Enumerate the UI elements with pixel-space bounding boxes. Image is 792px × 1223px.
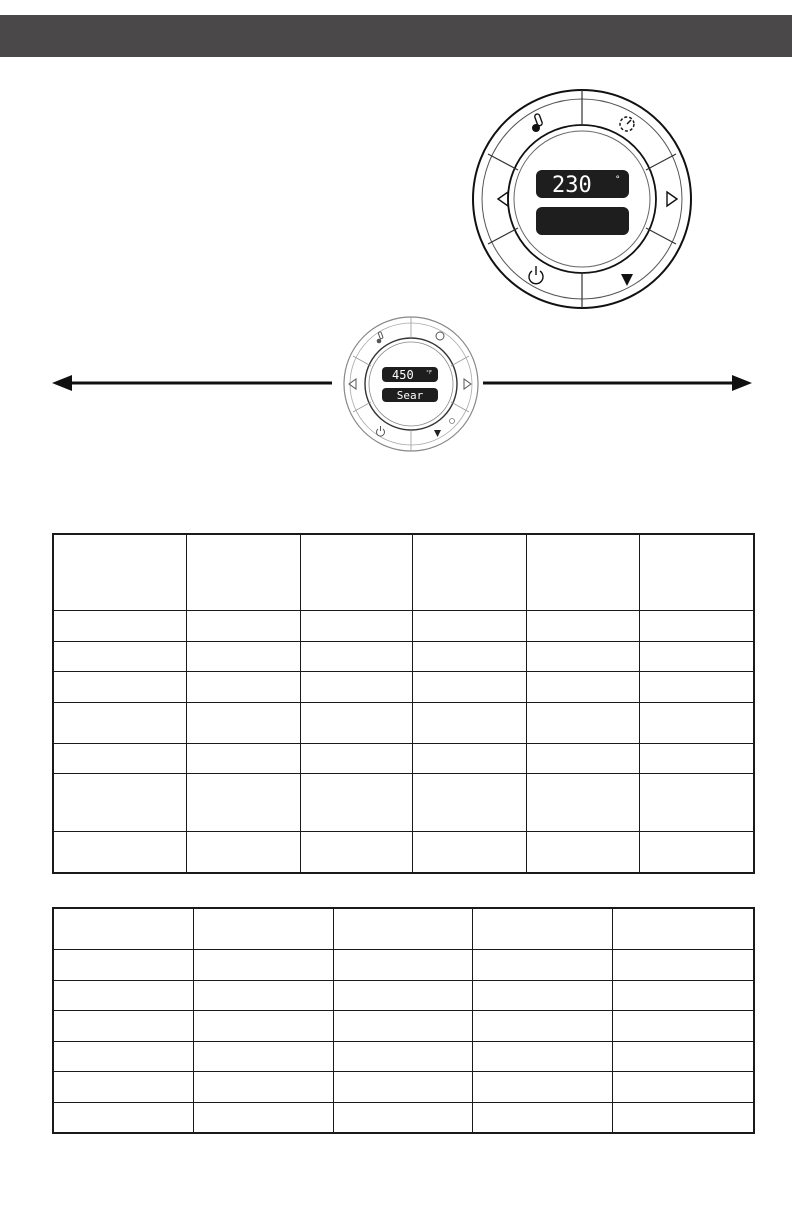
table-cell [527,671,640,702]
table-row [53,610,754,641]
table-cell [612,1102,754,1133]
left-arrow-head [52,375,72,391]
table-cell [194,1010,334,1041]
table-cell [413,702,527,743]
table-cell [53,773,187,831]
table-row [53,671,754,702]
table-cell [333,980,473,1010]
table-cell [527,610,640,641]
table-cell [300,671,413,702]
table-cell [639,773,754,831]
table-cell [612,980,754,1010]
table-cell [300,743,413,773]
table-cell [473,980,613,1010]
table-cell [612,1071,754,1102]
table-cell [473,1010,613,1041]
table-row [53,949,754,980]
table-cell [639,831,754,873]
table-cell [53,610,187,641]
table-header-cell [300,534,413,610]
table-header-cell [194,908,334,949]
table-cell [413,773,527,831]
table-row [53,702,754,743]
table-row [53,1041,754,1071]
table-cell [639,702,754,743]
table-row [53,908,754,949]
table-cell [333,1102,473,1133]
table-cell [194,1041,334,1071]
table-header-cell [53,534,187,610]
table-cell [187,743,301,773]
small-temp-readout: 450 [392,368,414,382]
degree-mark: ° [615,175,621,185]
table-cell [194,1102,334,1133]
table-cell [194,1071,334,1102]
table-cell [473,1041,613,1071]
table-cell [333,1071,473,1102]
table-row [53,743,754,773]
header-bar [0,15,792,57]
table-row [53,1102,754,1133]
table-cell [413,831,527,873]
table-row [53,773,754,831]
table-cell [612,1010,754,1041]
table-cell [53,1010,194,1041]
control-dial-large [472,84,692,314]
table-cell [187,610,301,641]
table-header-cell [473,908,613,949]
table-cell [53,641,187,671]
table-cell [187,773,301,831]
table-header-cell [413,534,527,610]
table-row [53,534,754,610]
table-cell [612,949,754,980]
table-cell [639,743,754,773]
table-cell [187,831,301,873]
table-cell [187,641,301,671]
table-cell [194,980,334,1010]
table-cell [612,1041,754,1071]
table-cell [53,980,194,1010]
table-cell [473,949,613,980]
table-cell [639,610,754,641]
table-cell [187,671,301,702]
table-cell [333,1010,473,1041]
table-row [53,641,754,671]
right-arrow-head [732,375,752,391]
table-cell [53,1102,194,1133]
table-row [53,1071,754,1102]
table-cell [413,743,527,773]
table-cell [194,949,334,980]
table-row [53,831,754,873]
table-header-cell [53,908,194,949]
table-cell [53,949,194,980]
control-dial-small [336,314,486,454]
table-cell [53,743,187,773]
table-cell [527,702,640,743]
table-cell [527,773,640,831]
table-header-cell [639,534,754,610]
small-unit-mark: °F [426,370,433,376]
table-cell [300,641,413,671]
table-cell [300,702,413,743]
table-cell [413,671,527,702]
table-cell [473,1071,613,1102]
table-header-cell [187,534,301,610]
temp-readout: 230 [552,173,592,198]
table-cell [333,949,473,980]
table-cell [300,831,413,873]
table-cell [527,831,640,873]
table-cell [527,743,640,773]
table-cell [53,671,187,702]
table-cell [413,610,527,641]
table-cell [187,702,301,743]
table-cell [53,831,187,873]
table-cell [413,641,527,671]
settings-table [52,533,755,874]
table-header-cell [333,908,473,949]
table-header-cell [612,908,754,949]
table-cell [639,641,754,671]
table-cell [333,1041,473,1071]
table-cell [53,702,187,743]
secondary-table [52,907,755,1134]
table-row [53,980,754,1010]
table-cell [53,1041,194,1071]
table-cell [639,671,754,702]
table-header-cell [527,534,640,610]
table-cell [300,773,413,831]
table-cell [300,610,413,641]
table-row [53,1010,754,1041]
table-cell [527,641,640,671]
mode-label: Sear [396,389,424,402]
table-cell [473,1102,613,1133]
table-cell [53,1071,194,1102]
